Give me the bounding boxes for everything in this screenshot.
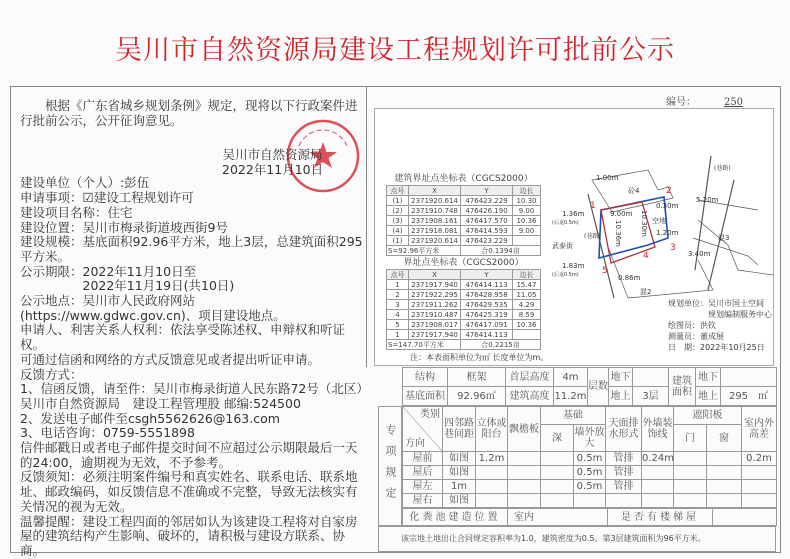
direction: 屋右 [403, 494, 443, 508]
plan-date: 日 期：2022年10月25日 [668, 343, 765, 352]
cell [476, 466, 508, 480]
point-5: 5 [602, 266, 608, 276]
structure-label: 结构 [403, 368, 448, 387]
setback-label: (后退0.5m) [552, 272, 579, 278]
direction: 屋后 [403, 466, 443, 480]
underground-label: 地下 [609, 368, 633, 387]
rule-row [403, 466, 777, 480]
sub-header: 窗 [707, 425, 742, 452]
cell: 0.5m [574, 480, 606, 494]
cell: 1.2m [476, 452, 508, 466]
col-header: 点号 [387, 270, 409, 280]
cell [508, 452, 541, 466]
edge-empty [513, 236, 541, 246]
cell: 476425.319 [461, 310, 513, 320]
cell: (1) [387, 196, 409, 206]
point-3: 3 [670, 243, 676, 253]
cell: 2371910.748 [409, 206, 461, 216]
cell [642, 466, 674, 480]
col-header: 基础 [541, 407, 606, 425]
cell: 2371908.017 [409, 320, 461, 330]
field-line: 建设位置：吴川市梅录街道坡西街9号 [20, 219, 228, 235]
cell [508, 466, 541, 480]
col-header: 边长 [513, 186, 541, 196]
field-line: 公示地点：吴川市人民政府网站(https://www.gdwc.gov.cn)、项目建设地点。 [20, 293, 286, 323]
area-above: 295 ㎡ [721, 387, 777, 406]
edge-length: 9.00 [513, 226, 541, 236]
cell [508, 494, 541, 508]
field-line: 建设规模：基底面积92.96平方米，地上3层，总建筑面积295平方米。 [20, 234, 363, 264]
rule-row [403, 494, 777, 508]
col-header: 边长 [513, 270, 541, 280]
sub-header: 深 [541, 425, 574, 452]
edge-length: 10.36 [513, 320, 541, 330]
col-header: X [409, 270, 461, 280]
cell: 3 [387, 300, 409, 310]
dim-label: 1.36m [562, 210, 585, 218]
field-line: 吴川市自然资源局 建设工程管理股 邮编:524500 [20, 395, 301, 411]
serial-value: 250 [723, 97, 744, 108]
table-row [387, 226, 541, 236]
cell: (4) [387, 226, 409, 236]
col-header: 室内外高差 [742, 407, 777, 452]
signature-date: 2022年11月10日 [222, 162, 324, 177]
cell: 2371911.262 [409, 300, 461, 310]
cell [707, 466, 742, 480]
unit-label: 规划单位： [668, 299, 708, 308]
rule-row [403, 480, 777, 494]
col-header: 飘檐板 [508, 407, 541, 452]
neighbor-label: 砼4 [628, 187, 640, 195]
field-line: 可通过信函和网络的方式反馈意见或者提出听证申请。 [20, 351, 321, 367]
area: S=92.96平方米 [387, 246, 461, 256]
col-header: 外墙装饰线 [642, 407, 674, 452]
point-4: 4 [643, 251, 649, 261]
cell: 2371920.614 [409, 236, 461, 246]
edge-length: 11.05 [513, 290, 541, 300]
cell [674, 480, 707, 494]
area-under [721, 368, 777, 387]
table-row [387, 300, 541, 310]
point-1: 1 [590, 201, 596, 211]
cell [541, 452, 574, 466]
col-header: 四邻路巷间距 [443, 407, 476, 452]
signature-org: 吴川市自然资源局 [222, 147, 323, 162]
cell: 2371922.295 [409, 290, 461, 300]
spec-section [378, 367, 776, 552]
cell [541, 494, 574, 508]
edge-length: 9.00 [513, 206, 541, 216]
dim-label: 5.20m [696, 196, 719, 204]
table-row [387, 216, 541, 226]
cell: 2371908.161 [409, 216, 461, 226]
cell [674, 466, 707, 480]
plan-meta [668, 298, 772, 353]
septic-row [402, 508, 777, 526]
cell: 476417.091 [461, 320, 513, 330]
cell: 0.5m [574, 452, 606, 466]
field-line: 反馈须知：必须注明案件编号和真实姓名、联系电话、联系地址、邮政编码，如反馈信息不准确或不完整，导致无法核实有关情况的视为无效。 [20, 469, 358, 514]
table-caption: 建筑界址点坐标表（CGCS2000） [394, 174, 533, 184]
col-header: 立体或阳台 [476, 407, 508, 452]
field-line: 公示期限：2022年11月10日至 [20, 263, 197, 279]
structure-value: 框架 [448, 368, 506, 387]
cell: 2371917.940 [409, 280, 461, 290]
table-row [387, 330, 541, 340]
cell: 1 [387, 280, 409, 290]
cell: 476417.570 [461, 216, 513, 226]
cell: 476423.229 [461, 196, 513, 206]
table-row [387, 310, 541, 320]
cell: 0.24m [642, 453, 675, 464]
open-space-label: 空地 [652, 217, 666, 225]
point-2: 2 [666, 186, 672, 196]
cell: 管排 [606, 480, 642, 494]
above-floors: 3层 [633, 387, 669, 406]
field-line: 建设单位（个人）:彭伍 [20, 175, 150, 191]
area: S=147.70平方米 [387, 340, 461, 350]
neighbor-label: 混2 [640, 288, 652, 296]
serial-label: 编号： [666, 97, 696, 108]
drawer: 绘图员：洪钦 [668, 321, 716, 330]
cell: 476426.190 [461, 206, 513, 216]
rule-row [403, 452, 777, 466]
road-label: 武泰街 [552, 242, 573, 250]
cell [476, 494, 508, 508]
cell [674, 494, 707, 508]
cell: 5 [387, 320, 409, 330]
area-mu: 合0.2215亩 [461, 340, 541, 350]
category-label: 类别 [420, 409, 440, 420]
sub-header: 墙外放大 [574, 425, 606, 452]
cell [541, 480, 574, 494]
cell: 476429.535 [461, 300, 513, 310]
edge-length: 10.30 [513, 196, 541, 206]
dim-label: 10.30m [640, 210, 648, 237]
lane-label: (巷路) [714, 165, 731, 172]
sub-header: 门 [674, 425, 707, 452]
special-rules-block [378, 406, 776, 526]
special-rules-table [402, 406, 777, 508]
building-coords-table [386, 174, 541, 256]
col-header: Y [461, 186, 513, 196]
first-floor-height: 4m [554, 368, 588, 387]
cell [742, 480, 777, 494]
cell [476, 480, 508, 494]
cell [508, 480, 541, 494]
field-line: 2、发送电子邮件至csgh5562626@163.com [20, 410, 280, 426]
cell [574, 494, 606, 508]
septic-label: 化粪池建造位置 [403, 509, 508, 526]
table-row [387, 290, 541, 300]
cell: 4 [387, 310, 409, 320]
cell: 管排 [606, 466, 642, 480]
table-row [387, 320, 541, 330]
cell: 0.5m [574, 466, 606, 480]
field-line: 申请事项：☑建设工程规划许可 [20, 190, 194, 206]
edge-length: 10.36 [513, 216, 541, 226]
col-header: X [409, 186, 461, 196]
lane-label: (巷路) [584, 233, 601, 240]
setback-label: (后退0.5m) [552, 220, 579, 226]
unit-name: 吴川市国土空间 [708, 299, 764, 308]
septic-value: 室内 [508, 509, 608, 526]
special-rules-label: 专项规定 [378, 406, 402, 526]
height: 11.2m [554, 387, 588, 406]
cell: 管排 [606, 452, 642, 466]
edge-length: 4.29 [513, 300, 541, 310]
intro-text: 根据《广东省城乡规划条例》规定，现将以下行政案件进行批前公示，公开征询意见。 [20, 98, 358, 128]
table-row [387, 206, 541, 216]
dim-label: 1.20m [656, 229, 679, 237]
field-line: 申请人、利害关系人权利：依法享受陈述权、申辩权和听证权。 [20, 322, 346, 353]
site-plan-drawing [548, 140, 780, 300]
cell: 476414.593 [461, 226, 513, 236]
dim-label: 1.83m [562, 262, 585, 270]
cell [742, 466, 777, 480]
field-line: 2022年11月19日(共10日) [20, 278, 235, 294]
stair-value [713, 509, 777, 526]
dim-label: 1.00m [596, 174, 619, 182]
field-list [20, 175, 369, 558]
height-label: 建筑高度 [506, 387, 554, 406]
cell: 2371917.940 [409, 330, 461, 340]
above-label: 地上 [609, 387, 633, 406]
cell: (1) [387, 236, 409, 246]
edge-length: 8.59 [513, 310, 541, 320]
cell: 0.2m [742, 452, 777, 466]
edge-empty [513, 330, 541, 340]
table-row [387, 280, 541, 290]
dim-label: 3.40m [688, 250, 711, 258]
remark: 该宗地土地出让合同规定容积率为1.0，建筑密度为0.5。第3层建筑面积为96平方米。 [378, 526, 776, 552]
cell [707, 480, 742, 494]
cell: 2371918.081 [409, 226, 461, 236]
col-header: 遮阳板 [674, 407, 742, 425]
field-line: 温馨提醒：建设工程四面的邻居如认为该建设工程将对自家房屋的建筑结构产生影响、破坏的，请积极与建设方联系、协商。 [20, 513, 358, 558]
cell: 476414.113 [461, 280, 513, 290]
cell: 如图 [443, 452, 476, 466]
col-header: 天面排水形式 [606, 407, 642, 452]
area-mu: 合0.1394亩 [461, 246, 541, 256]
cell [541, 466, 574, 480]
dim-label: 0.86m [618, 274, 641, 282]
cell [742, 494, 777, 508]
cell: 2371920.614 [409, 196, 461, 206]
field-line: 信件邮戳日或者电子邮件提交时间不应超过公示期限最后一天的24:00，逾期视为无效，不予参考。 [20, 440, 358, 470]
site-coords-table [386, 258, 541, 350]
dim-label: 9.00m [610, 210, 633, 218]
signature-block [222, 147, 323, 177]
cell: 476414.113 [461, 330, 513, 340]
table-row [387, 236, 541, 246]
units-note: 注：本表面积单位为㎡ 长度单位为m。 [410, 353, 549, 362]
cell: 1m [443, 480, 476, 494]
floor-area-label: 建筑面积 [669, 368, 696, 406]
direction: 屋前 [403, 452, 443, 466]
cell [707, 494, 742, 508]
cell [674, 452, 707, 466]
field-line: 1、信函反馈，请至件：吴川市梅录街道人民东路72号（北区） [20, 381, 369, 397]
area-under-label: 地下 [696, 368, 721, 387]
cell [606, 494, 642, 508]
building-summary-table [402, 367, 777, 406]
cell: 476428.958 [461, 290, 513, 300]
edge-length: 15.47 [513, 280, 541, 290]
base-area: 92.96㎡ [448, 387, 506, 406]
col-header: 点号 [387, 186, 409, 196]
cell: 如图 [443, 494, 476, 508]
col-header: Y [461, 270, 513, 280]
area-above-label: 地上 [696, 387, 721, 406]
surveyor: 测量员：董成展 [668, 332, 724, 341]
dim-label: 10.36m [614, 220, 622, 247]
direction-label: 方向 [405, 438, 425, 449]
cell: 1 [387, 330, 409, 340]
first-floor-height-label: 首层高度 [506, 368, 554, 387]
cell: (2) [387, 206, 409, 216]
page-title: 吴川市自然资源局建设工程规划许可批前公示 [115, 35, 675, 66]
cell: 2 [387, 290, 409, 300]
field-line: 反馈方式： [20, 366, 83, 382]
cell: 2371910.487 [409, 310, 461, 320]
column-divider [366, 86, 367, 367]
cell: 如图 [443, 466, 476, 480]
table-caption: 界址点坐标表（CGCS2000） [403, 258, 524, 268]
direction: 屋左 [403, 480, 443, 494]
cell: 476423.229 [461, 236, 513, 246]
dim-label: 0.30m [656, 202, 679, 210]
field-line: 3、电话咨询：0759-5551898 [20, 425, 195, 441]
cell [642, 480, 674, 494]
underground-floors [633, 368, 669, 387]
table-row [387, 196, 541, 206]
field-line: 建设项目名称：住宅 [20, 204, 133, 220]
cell [642, 494, 674, 508]
floors-label: 层数 [588, 368, 609, 406]
stair-label: 是否有楼梯屋 [608, 509, 713, 526]
cell [707, 452, 742, 466]
unit-name-2: 规划编制服务中心 [708, 310, 772, 319]
neighbor-label: 混3 [718, 234, 730, 242]
base-area-label: 基底面积 [403, 387, 448, 406]
serial-number [666, 93, 771, 108]
cell: (3) [387, 216, 409, 226]
